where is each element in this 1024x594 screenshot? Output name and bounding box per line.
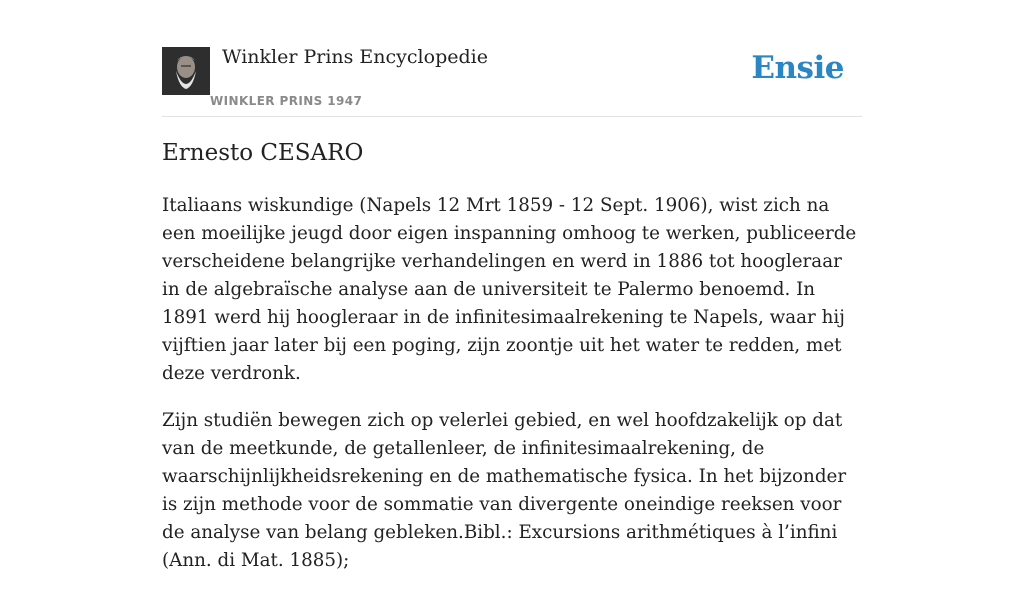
source-header — [162, 0, 862, 117]
paragraph: Italiaans wiskundige (Napels 12 Mrt 1859 - 12 Sept. 1906), wist zich na een moeilijke jeugd door eigen inspanning omhoog te werken, publiceerde verscheidene belangrijke verhandelingen en werd in 1886 tot hoogleraar in de algebraïsche analyse aan de universiteit te Palermo benoemd. In 1891 werd hij hoogleraar in de infinitesimaalrekening te Napels, waar hij vijftien jaar later bij een poging, zijn zoontje uit het water te redden, met deze verdronk. — [162, 195, 857, 384]
source-name[interactable]: Winkler Prins Encyclopedie — [222, 46, 488, 68]
article-body — [162, 192, 862, 594]
article-page — [162, 0, 862, 571]
brand-logo[interactable]: Ensie — [751, 50, 844, 86]
page-title: Ernesto CESARO — [162, 140, 364, 166]
bearded-man-portrait-icon[interactable] — [162, 47, 210, 95]
source-edition: WINKLER PRINS 1947 — [210, 94, 363, 108]
paragraph: Zijn studiën bewegen zich op velerlei gebied, en wel hoofdzakelijk op dat van de meetkunde, de getallenleer, de infinitesimaalrekening, de waarschijnlijkheidsrekening en de mathematische fysica. In het bijzonder is zijn methode voor de sommatie van divergente oneindige reeksen voor de analyse van belang gebleken.Bibl.: Excursions arithmétiques à l’infini (Ann. di Mat. 1885); — [162, 410, 847, 571]
